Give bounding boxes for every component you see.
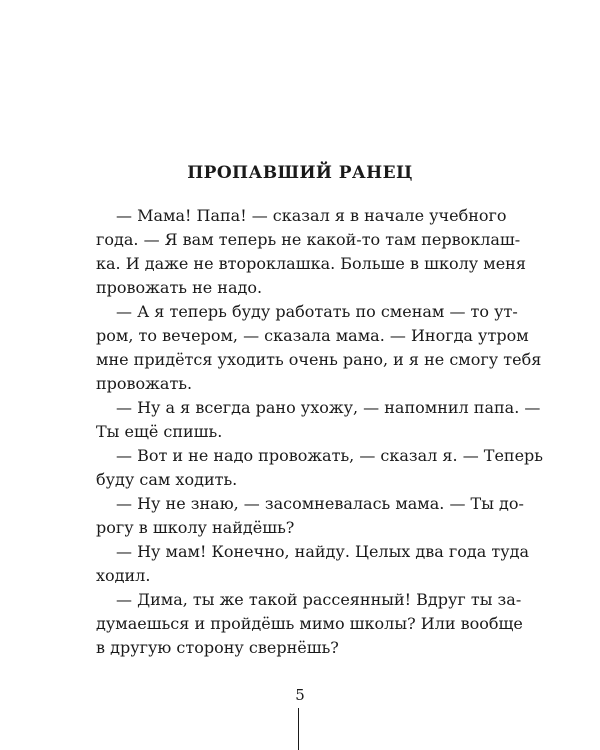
text-line: провожать не надо. [96,278,263,297]
text-line: ром, то вечером, — сказала мама. — Иногда утром [96,326,529,345]
text-line: провожать. [96,374,193,393]
text-line: года. — Я вам теперь не какой-то там первоклаш- [96,230,521,249]
body-text [96,204,544,660]
text-line: ходил. [96,566,151,585]
text-line: — Ну мам! Конечно, найду. Целых два года туда [116,542,530,561]
page-number: 5 [295,686,305,704]
text-line: — Ну не знаю, — засомневалась мама. — Ты до- [116,494,524,513]
text-line: — Мама! Папа! — сказал я в начале учебного [116,206,507,225]
text-line: — А я теперь буду работать по сменам — то ут- [116,302,518,321]
text-line: буду сам ходить. [96,470,238,489]
text-line: в другую сторону свернёшь? [96,638,339,657]
text-line: — Вот и не надо провожать, — сказал я. — Теперь [116,446,544,465]
text-line: думаешься и пройдёшь мимо школы? Или вообще [96,614,523,633]
chapter-title: ПРОПАВШИЙ РАНЕЦ [187,163,413,183]
text-line: рогу в школу найдёшь? [96,518,295,537]
page-number-rule [298,708,299,750]
text-line: — Дима, ты же такой рассеянный! Вдруг ты за- [116,590,522,609]
text-line: мне придётся уходить очень рано, и я не смогу тебя [96,350,542,369]
text-line: ка. И даже не второклашка. Больше в школу меня [96,254,526,273]
text-line: Ты ещё спишь. [96,422,223,441]
text-line: — Ну а я всегда рано ухожу, — напомнил папа. — [116,398,541,417]
